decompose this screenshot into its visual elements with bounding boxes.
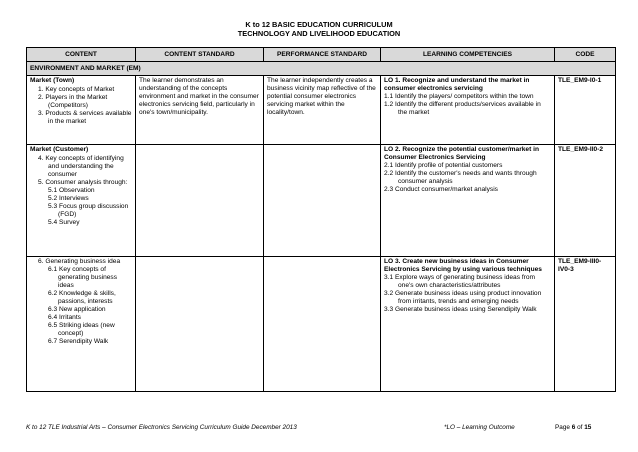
page-of: of [577, 424, 583, 431]
learning-competency-item: 2.1 Identify profile of potential customers [384, 162, 503, 169]
content-cell [27, 257, 136, 392]
page-total: 15 [584, 424, 592, 431]
page-current: 6 [571, 424, 576, 431]
content-item: 5.1 Observation [48, 187, 95, 194]
section-title: ENVIRONMENT AND MARKET (EM) [27, 62, 616, 76]
page-label: Page [555, 424, 570, 431]
footer-lo-note: *LO – Learning Outcome [444, 424, 515, 431]
learning-outcome-title: LO 3. Create new business ideas in Consumer Electronics Servicing by using various techniques [384, 258, 542, 273]
col-header-performance-standard: PERFORMANCE STANDARD [264, 48, 381, 62]
content-item: 6.2 Knowledge & skills, passions, interests [48, 290, 116, 305]
content-item: 6.4 Irritants [48, 314, 81, 321]
code-cell [555, 257, 616, 392]
code-cell [555, 145, 616, 257]
performance-standard-text: The learner independently creates a business vicinity map reflective of the potential consumer electronics servicing market within the locality/town. [267, 77, 376, 116]
content-item: 6.7 Serendipity Walk [48, 338, 109, 345]
table-row [27, 257, 616, 392]
content-item: 6.3 New application [48, 306, 106, 313]
curriculum-table [26, 47, 616, 392]
code-cell [555, 76, 616, 145]
content-standard-cell [136, 257, 264, 392]
content-standard-cell [136, 76, 264, 145]
footer-page-number [555, 424, 591, 431]
table-row [27, 145, 616, 257]
learning-outcome-title: LO 1. Recognize and understand the market in consumer electronics servicing [384, 77, 530, 92]
learning-competencies-cell [381, 145, 555, 257]
content-item: 5.4 Survey [48, 219, 80, 226]
content-cell [27, 76, 136, 145]
performance-standard-cell [264, 76, 381, 145]
content-item: 2. Players in the Market (Competitors) [38, 94, 108, 109]
learning-competency-item: 1.2 Identify the different products/services available in the market [384, 101, 541, 116]
learning-competencies-cell [381, 76, 555, 145]
content-item: 5. Consumer analysis through: [38, 179, 128, 186]
header-line-1: K to 12 BASIC EDUCATION CURRICULUM [245, 20, 393, 29]
learning-outcome-title: LO 2. Recognize the potential customer/market in Consumer Electronics Servicing [384, 146, 539, 161]
competency-code: TLE_EM9-II0-2 [558, 146, 604, 153]
content-item: 4. Key concepts of identifying and understanding the consumer [38, 155, 124, 178]
content-item: 3. Products & services available in the market [38, 110, 132, 125]
performance-standard-cell [264, 257, 381, 392]
col-header-learning-competencies: LEARNING COMPETENCIES [381, 48, 555, 62]
content-item: 6.1 Key concepts of generating business ideas [48, 266, 118, 289]
competency-code: TLE_EM9-I0-1 [558, 77, 602, 84]
content-item: 5.2 Interviews [48, 195, 89, 202]
content-standard-text: The learner demonstrates an understanding of the concepts environment and market in the consumer electronics servicing field, particularly in one's town/municipality. [139, 77, 259, 116]
col-header-code: CODE [555, 48, 616, 62]
section-row [27, 62, 616, 76]
learning-competency-item: 2.3 Conduct consumer/market analysis [384, 186, 498, 193]
document-header [0, 20, 638, 38]
learning-competency-item: 3.2 Generate business ideas using product innovation from irritants, trends and emerging needs [384, 290, 542, 305]
competency-code: TLE_EM9-III0-IV0-3 [558, 258, 602, 273]
content-topic: Market (Customer) [30, 146, 89, 153]
col-header-content: CONTENT [27, 48, 136, 62]
learning-competency-item: 3.3 Generate business ideas using Serendipity Walk [384, 306, 537, 313]
header-line-2: TECHNOLOGY AND LIVELIHOOD EDUCATION [237, 29, 401, 38]
col-header-content-standard: CONTENT STANDARD [136, 48, 264, 62]
learning-competency-item: 1.1 Identify the players/ competitors within the town [384, 93, 534, 100]
learning-competency-item: 3.1 Explore ways of generating business ideas from one's own characteristics/attributes [384, 274, 536, 289]
learning-competencies-cell [381, 257, 555, 392]
content-item: 6.5 Striking ideas (new concept) [48, 322, 115, 337]
content-standard-cell [136, 145, 264, 257]
content-item: 5.3 Focus group discussion (FGD) [48, 203, 129, 218]
table-row [27, 76, 616, 145]
content-topic: Market (Town) [30, 77, 75, 84]
content-cell [27, 145, 136, 257]
table-header-row [27, 48, 616, 62]
content-item: 1. Key concepts of Market [38, 86, 115, 93]
learning-competency-item: 2.2 Identify the customer's needs and wants through consumer analysis [384, 170, 537, 185]
performance-standard-cell [264, 145, 381, 257]
content-item: 6. Generating business idea [38, 258, 121, 265]
footer-guide-title: K to 12 TLE Industrial Arts – Consumer Electronics Servicing Curriculum Guide December 2013 [26, 424, 297, 431]
